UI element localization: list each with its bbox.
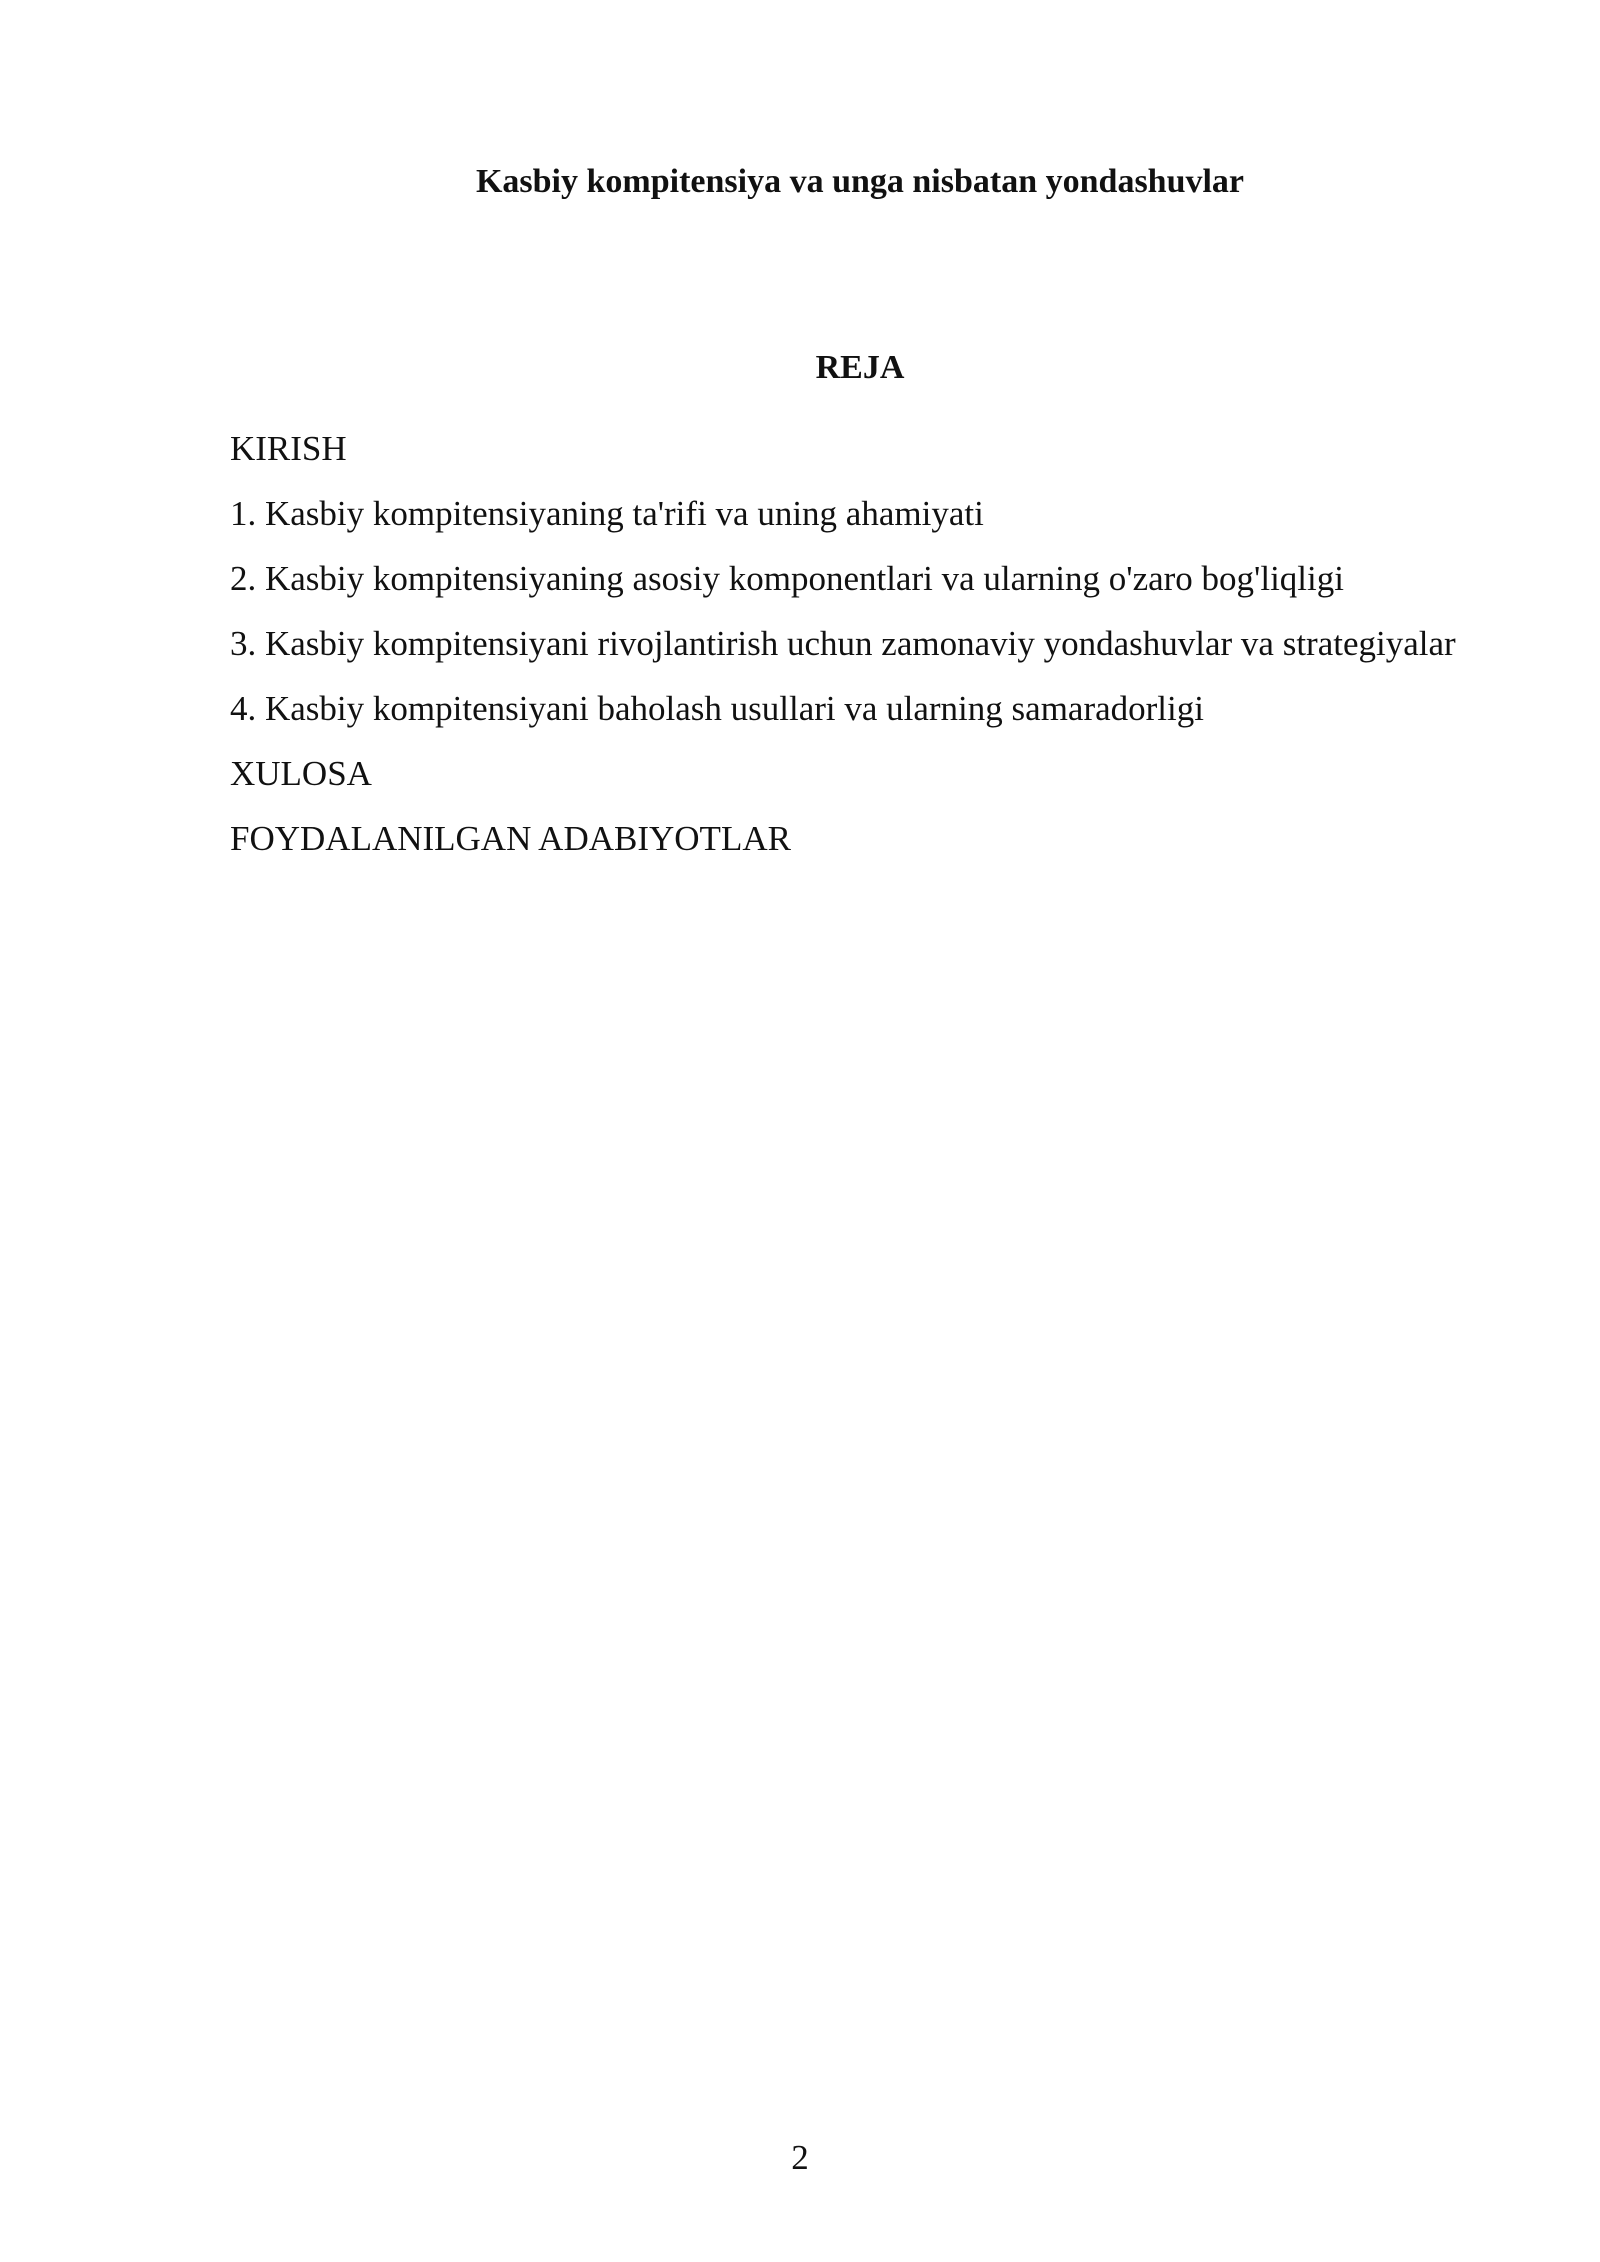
plan-item-4: 4. Kasbiy kompitensiyani baholash usullari va ularning samaradorligi	[230, 689, 1204, 728]
plan-item-conclusion: XULOSA	[230, 754, 372, 793]
plan-list	[230, 420, 1470, 875]
plan-item-references: FOYDALANILGAN ADABIYOTLAR	[230, 819, 791, 858]
plan-item-2: 2. Kasbiy kompitensiyaning asosiy komponentlari va ularning o'zaro bog'liqligi	[230, 559, 1344, 598]
plan-item-introduction: KIRISH	[230, 429, 347, 468]
document-title: Kasbiy kompitensiya va unga nisbatan yondashuvlar	[475, 163, 1245, 200]
plan-heading: REJA	[815, 349, 905, 386]
page-number: 2	[791, 2138, 809, 2177]
plan-item-1: 1. Kasbiy kompitensiyaning ta'rifi va uning ahamiyati	[230, 494, 984, 533]
plan-item-3: 3. Kasbiy kompitensiyani rivojlantirish uchun zamonaviy yondashuvlar va strategiyalar	[230, 624, 1456, 663]
